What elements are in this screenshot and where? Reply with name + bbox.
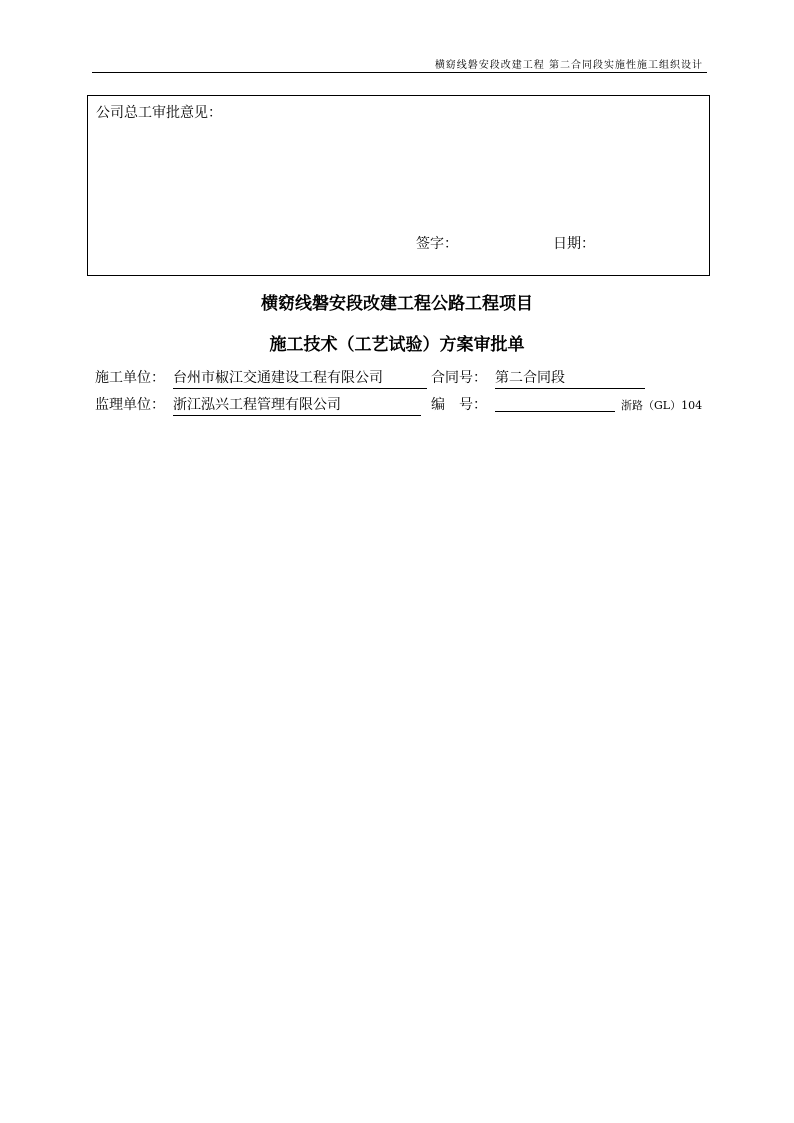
approval-box [87, 95, 710, 276]
signature-label: 签字： [416, 236, 458, 252]
form-title-line1: 横窈线磐安段改建工程公路工程项目 [261, 294, 533, 314]
document-code: 浙路（GL）104 [621, 399, 703, 412]
running-header: 横窈线磐安段改建工程 第二合同段实施性施工组织设计 [434, 60, 703, 71]
serial-no-value [495, 394, 615, 412]
contract-no-value: 第二合同段 [495, 367, 645, 389]
date-label: 日期： [553, 236, 595, 252]
contract-no-label: 合同号： [431, 370, 487, 386]
header-rule [92, 72, 707, 73]
opinion-label: 公司总工审批意见： [96, 105, 222, 121]
supervision-unit-value: 浙江泓兴工程管理有限公司 [173, 394, 421, 416]
supervision-unit-label: 监理单位： [95, 397, 165, 413]
construction-unit-value: 台州市椒江交通建设工程有限公司 [173, 367, 427, 389]
form-title-line2: 施工技术（工艺试验）方案审批单 [269, 335, 525, 355]
construction-unit-label: 施工单位： [95, 370, 165, 386]
serial-no-label: 编 号： [431, 397, 487, 413]
